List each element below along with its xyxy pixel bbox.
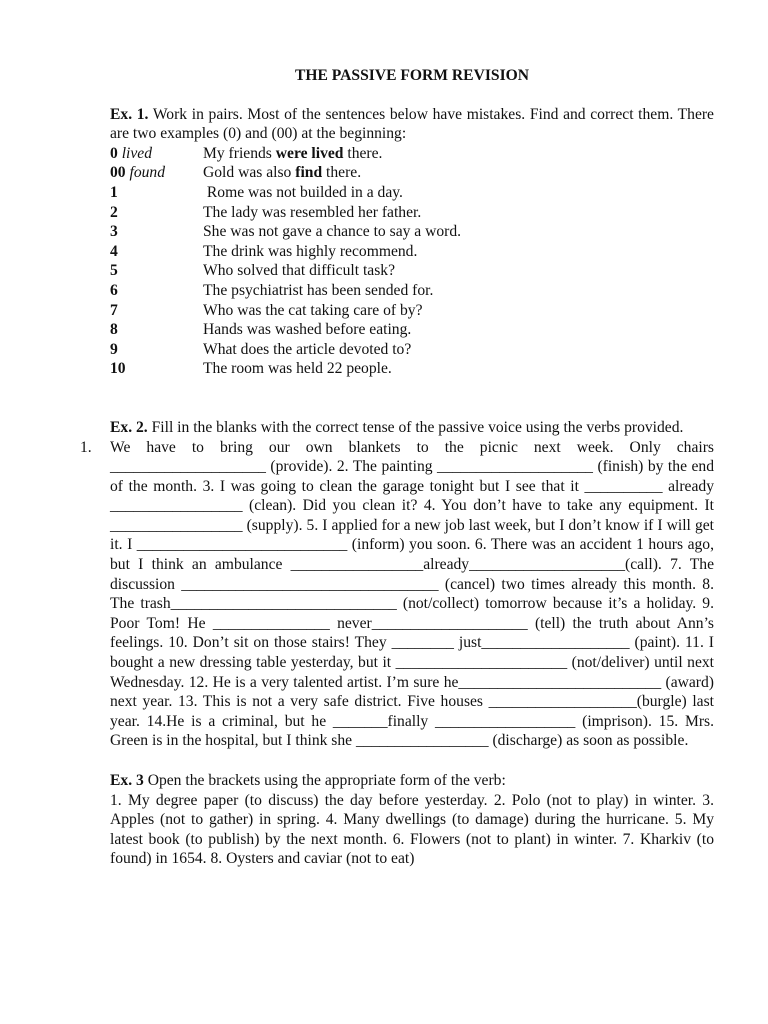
ex1-item-row [110,340,714,360]
ex1-item-row [110,183,714,203]
ex1-item-row [110,222,714,242]
ex2-exercise-body [80,438,714,752]
item-number: 10 [110,360,126,378]
list-marker: 1. [80,438,92,456]
item-sentence: She was not gave a chance to say a word. [203,223,462,241]
page-title: THE PASSIVE FORM REVISION [294,67,530,84]
example-number: 0 [110,144,118,162]
item-number: 5 [110,262,118,280]
item-number: 6 [110,281,118,299]
example-error: find [295,164,323,182]
example-error: were lived [275,144,344,162]
ex2-label: Ex. 2. [110,418,148,436]
ex1-item-row [110,359,714,379]
item-number: 2 [110,203,118,221]
ex1-item-row [110,320,714,340]
ex3-label: Ex. 3 [110,772,144,789]
ex1-item-row [110,261,714,281]
item-number: 7 [110,301,118,319]
ex1-instruction-text: Work in pairs. Most of the sentences below have mistakes. Find and correct them. There are two examples (0) and (00) at the beginning: [110,105,714,143]
item-sentence: Who solved that difficult task? [203,262,395,280]
example-answer: lived [121,144,153,162]
item-sentence: The room was held 22 people. [203,360,392,378]
example-text: My friends [203,144,276,162]
ex3-instruction-text: Open the brackets using the appropriate form of the verb: [147,772,506,789]
item-number: 3 [110,223,118,241]
item-sentence: Hands was washed before eating. [203,321,412,339]
ex1-item-row [110,281,714,301]
ex1-instruction [110,105,714,144]
item-sentence: Rome was not builded in a day. [203,183,403,201]
ex3-instruction [110,771,714,791]
ex1-item-row [110,301,714,321]
ex2-instruction [110,418,714,438]
item-sentence: Who was the cat taking care of by? [203,301,423,319]
example-number: 00 [110,164,126,182]
ex1-example-row [110,163,714,183]
ex3-text: 1. My degree paper (to discuss) the day before yesterday. 2. Polo (not to play) in winter. 3. Apples (not to gather) in spring. 4. Many dwellings (to damage) during the hurricane. 5. My latest book (to publish) by the next month. 6. Flowers (not to plant) in winter. 7. Kharkiv (to found) in 1654. 8. Oysters and caviar (not to eat) [110,791,714,868]
ex1-label: Ex. 1. [110,105,149,123]
item-sentence: The psychiatrist has been sended for. [203,281,434,299]
item-sentence: The drink was highly recommend. [203,242,418,260]
item-number: 1 [110,183,118,201]
item-sentence: What does the article devoted to? [203,340,412,358]
item-sentence: The lady was resembled her father. [203,203,422,221]
example-text: there. [343,144,383,162]
item-number: 4 [110,242,118,260]
example-answer: found [129,164,166,182]
example-text: Gold was also [203,164,296,182]
example-text: there. [322,164,362,182]
ex1-item-row [110,203,714,223]
ex2-text: We have to bring our own blankets to the picnic next week. Only chairs ____________________ (provide). 2. The painting ____________________ (finish) by the end of the month. 3. I was going to clean the garage tonight but I see that it __________ already _________________ (clean). Did you clean it? 4. You don’t have to take any equipment. It _________________ (supply). 5. I applied for a new job last week, but I don’t know if I will get it. I ___________________________ (inform) you soon. 6. There was an accident 1 hours ago, but I think an ambulance _________________already____________________(call). 7. The discussion _________________________________ (cancel) two times already this month. 8. The trash_____________________________ (not/collect) tomorrow because it’s a holiday. 9. Poor Tom! He _______________ never____________________ (tell) the truth about Ann’s feelings. 10. Don’t sit on those stairs! They ________ just___________________ (paint). 11. I bought a new dressing table yesterday, but it ______________________ (not/deliver) until next Wednesday. 12. He is a very talented artist. I’m sure he__________________________ (award) next year. 13. This is not a very safe district. Five houses ___________________(burgle) last year. 14.He is a criminal, but he _______finally __________________ (imprison). 15. Mrs. Green is in the hospital, but I think she _________________ (discharge) as soon as possible. [110,438,714,750]
document-page [80,66,714,869]
item-number: 8 [110,321,118,339]
ex1-example-row [110,144,714,164]
ex1-item-row [110,242,714,262]
ex2-instruction-text: Fill in the blanks with the correct tense of the passive voice using the verbs provided. [151,418,684,436]
item-number: 9 [110,340,118,358]
